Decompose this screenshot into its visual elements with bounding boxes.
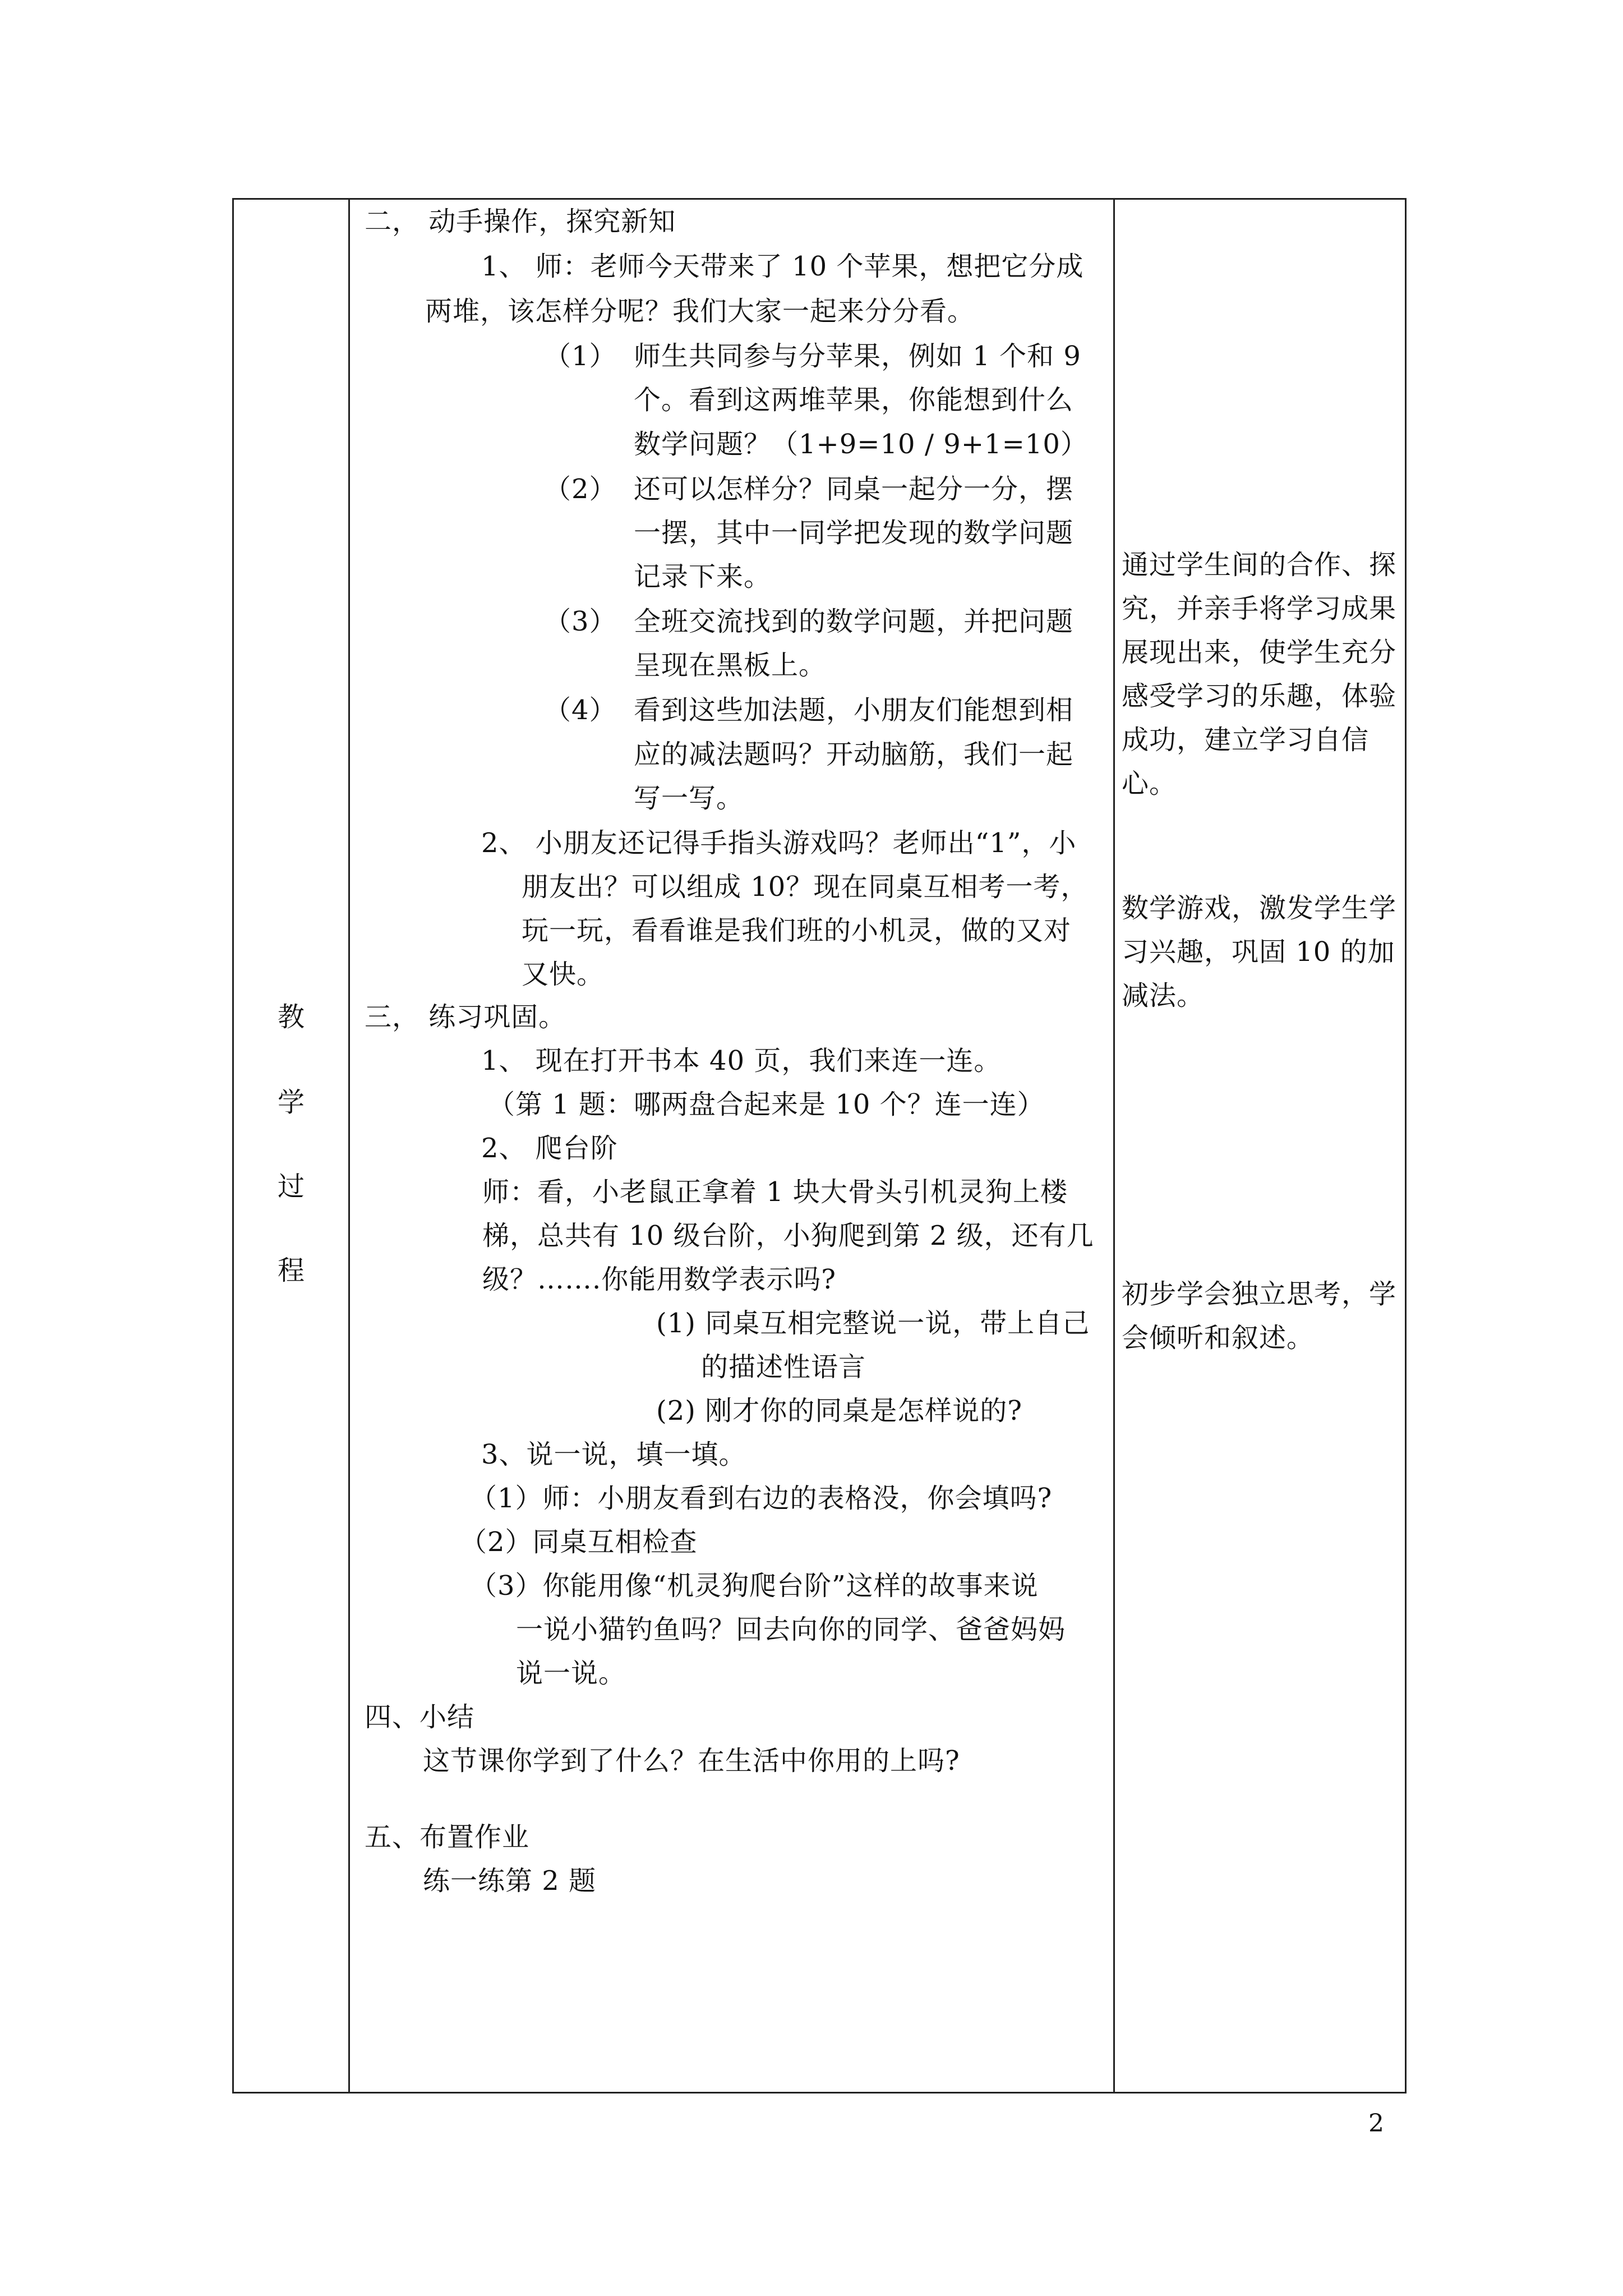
column-divider-right bbox=[1113, 200, 1115, 2092]
section-heading: 五、布置作业 bbox=[365, 1821, 530, 1853]
note-independent-thinking: 初步学会独立思考，学会倾听和叙述。 bbox=[1122, 1278, 1397, 1354]
note-math-game: 数学游戏，激发学生学习兴趣，巩固 10 的加减法。 bbox=[1122, 892, 1397, 1011]
content-line: 1、 现在打开书本 40 页，我们来连一连。 bbox=[481, 1045, 1002, 1076]
content-line: 级？…….你能用数学表示吗? bbox=[482, 1264, 836, 1295]
content-line: 练一练第 2 题 bbox=[423, 1865, 597, 1897]
section-heading: 三， 练习巩固。 bbox=[365, 1001, 566, 1033]
content-line: 2、 爬台阶 bbox=[481, 1133, 618, 1164]
content-line: 1、 师：老师今天带来了 10 个苹果，想把它分成 bbox=[481, 251, 1084, 282]
content-line: 一摆，其中一同学把发现的数学问题 bbox=[634, 517, 1074, 549]
content-line: 记录下来。 bbox=[634, 561, 772, 592]
content-line: 全班交流找到的数学问题，并把问题 bbox=[634, 606, 1074, 637]
content-line: （3）你能用像“机灵狗爬台阶”这样的故事来说 bbox=[470, 1570, 1039, 1602]
section-label-column bbox=[234, 200, 348, 2092]
content-line: 师：看，小老鼠正拿着 1 块大骨头引机灵狗上楼 bbox=[482, 1176, 1068, 1208]
item-marker: （4） bbox=[544, 694, 617, 726]
note-cooperation: 通过学生间的合作、探究，并亲手将学习成果展现出来，使学生充分感受学习的乐趣，体验成功，建立学习自信心。 bbox=[1122, 549, 1397, 799]
content-line: 看到这些加法题，小朋友们能想到相 bbox=[634, 694, 1074, 726]
content-line: (2) 刚才你的同桌是怎样说的? bbox=[656, 1395, 1022, 1427]
content-line: 朋友出？可以组成 10？现在同桌互相考一考， bbox=[522, 871, 1089, 903]
content-line: 玩一玩，看看谁是我们班的小机灵，做的又对 bbox=[522, 915, 1072, 946]
page-number: 2 bbox=[1368, 2109, 1384, 2138]
content-line: 数学问题？（1+9=10 / 9+1=10） bbox=[634, 429, 1088, 460]
section-label-char: 过 bbox=[277, 1171, 305, 1202]
content-line: （2）同桌互相检查 bbox=[460, 1526, 698, 1558]
section-heading: 二， 动手操作，探究新知 bbox=[365, 206, 676, 237]
content-line: 2、 小朋友还记得手指头游戏吗？老师出“1”，小 bbox=[481, 827, 1077, 859]
content-line: 说一说。 bbox=[516, 1658, 626, 1689]
content-line: 写一写。 bbox=[634, 783, 744, 814]
section-heading: 四、小结 bbox=[365, 1701, 475, 1733]
content-line: （第 1 题：哪两盘合起来是 10 个？连一连） bbox=[488, 1089, 1045, 1120]
content-line: 这节课你学到了什么？在生活中你用的上吗? bbox=[423, 1745, 960, 1777]
content-line: 应的减法题吗？开动脑筋，我们一起 bbox=[634, 739, 1074, 770]
content-line: 呈现在黑板上。 bbox=[634, 650, 827, 681]
content-line: 3、说一说，填一填。 bbox=[481, 1439, 746, 1470]
section-label-char: 教 bbox=[277, 1001, 305, 1033]
content-line: 两堆，该怎样分呢？我们大家一起来分分看。 bbox=[425, 296, 975, 327]
content-line: 个。看到这两堆苹果，你能想到什么 bbox=[634, 384, 1074, 416]
item-marker: （1） bbox=[544, 341, 617, 372]
item-marker: （3） bbox=[544, 606, 617, 637]
content-line: 还可以怎样分？同桌一起分一分，摆 bbox=[634, 473, 1074, 505]
content-line: 梯，总共有 10 级台阶，小狗爬到第 2 级，还有几 bbox=[482, 1220, 1094, 1251]
content-line: (1) 同桌互相完整说一说，带上自己 bbox=[656, 1308, 1090, 1339]
content-line: （1）师：小朋友看到右边的表格没，你会填吗? bbox=[470, 1483, 1053, 1514]
section-label-char: 程 bbox=[277, 1255, 305, 1286]
item-marker: （2） bbox=[544, 473, 617, 505]
content-line: 的描述性语言 bbox=[701, 1351, 866, 1383]
content-line: 一说小猫钓鱼吗？回去向你的同学、爸爸妈妈 bbox=[516, 1614, 1066, 1645]
section-label-char: 学 bbox=[277, 1087, 305, 1118]
content-line: 又快。 bbox=[522, 959, 605, 990]
content-line: 师生共同参与分苹果，例如 1 个和 9 bbox=[634, 341, 1081, 372]
column-divider-left bbox=[348, 200, 350, 2092]
